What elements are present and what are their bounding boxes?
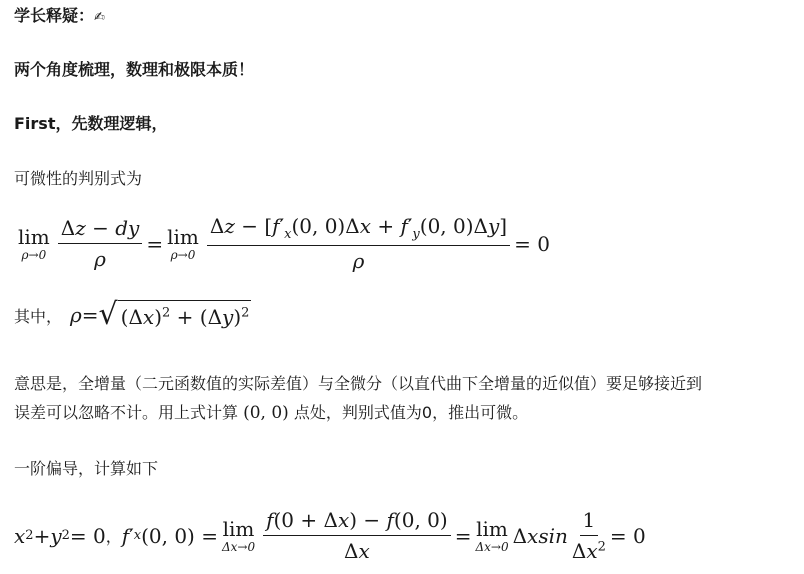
criterion-formula: lim ρ→0 $\frac{\Delta z - dy}{\rho}$ = lim ρ→0 $\frac{\Delta z - [f'_x(0, 0)\Delta x + f'_y(0, 0)\Delta y]}{\rho}$ = 0 (18, 214, 550, 273)
partial-label: 一阶偏导，计算如下 (14, 459, 159, 478)
limit-operator: lim Δx→0 (475, 516, 509, 554)
first-line: First，先数理逻辑， (14, 114, 168, 133)
heading-text: 学长释疑： (14, 6, 95, 25)
limit-operator: lim ρ→0 (18, 224, 50, 262)
fraction-increment-over-rho: $\frac{\Delta z - dy}{\rho}$ (58, 216, 143, 271)
writing-hand-icon: ✍ (94, 10, 105, 25)
intro-line: 两个角度梳理，数理和极限本质！ (14, 60, 255, 79)
comma: ， (105, 527, 122, 546)
fraction-criterion: $\frac{\Delta z - [f'_x(0, 0)\Delta x + f'_y(0, 0)\Delta y]}{\rho}$ (207, 214, 510, 273)
rho-definition: 其中， ρ = √ $(\Delta x)^2 + (\Delta y)^2$ (14, 297, 250, 332)
fraction-difference-quotient: $\frac{f(0 + \Delta x) - f(0, 0)}{\Delta x}$ (263, 508, 451, 563)
heading (14, 4, 105, 30)
criterion-label: 可微性的判别式为 (14, 169, 143, 188)
limit-operator: lim ρ→0 (167, 224, 199, 262)
fraction-one-over-dx2: $\frac{1}{\Delta x^2}$ (571, 508, 606, 563)
meaning-line-1: 意思是，全增量（二元函数值的实际差值）与全微分（以直代曲下全增量的近似值）要足够接近到 (14, 374, 703, 393)
meaning-line-2: 误差可以忽略不计。用上式计算 (0, 0) 点处，判别式值为0，推出可微。 (14, 403, 529, 423)
where-label: 其中， (14, 306, 63, 326)
point-origin: (0, 0) (243, 403, 289, 423)
partial-derivative-formula: x 2 + y 2 = 0 ， f ′ x (0, 0) = lim Δx→0 $\frac{f(0 + \Delta x) - f(0, 0)}{\Delta x}$ = lim Δx→0 Δxsin $\frac{1}{\Delta x^2}$ = 0 (14, 508, 646, 563)
sqrt-expression: √ $(\Delta x)^2 + (\Delta y)^2$ (98, 297, 250, 332)
limit-operator: lim Δx→0 (221, 516, 256, 554)
